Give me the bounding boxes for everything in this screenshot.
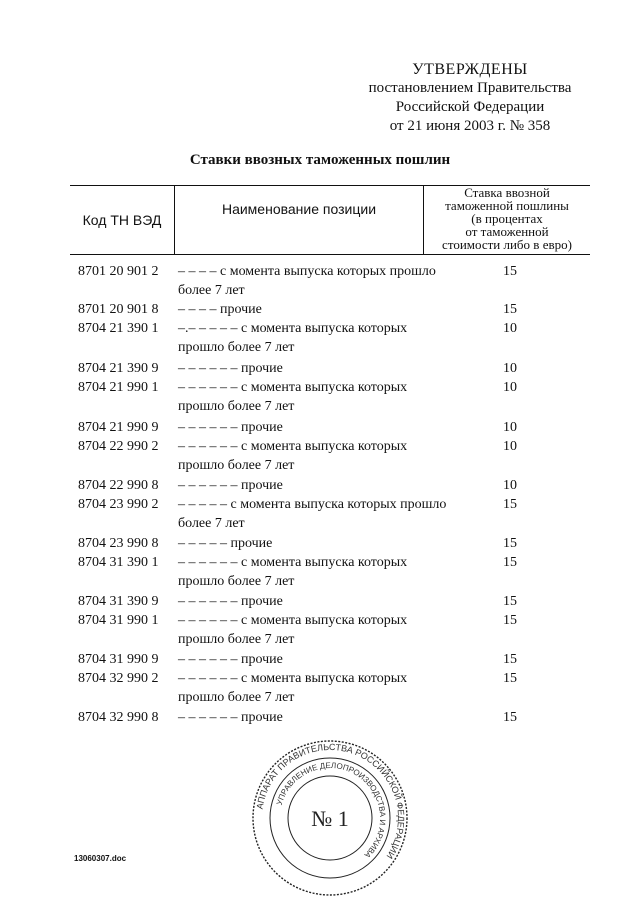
approval-heading: УТВЕРЖДЕНЫ [412, 61, 528, 78]
row-name: – – – – – – с момента выпуска которых прошло более 7 лет [178, 671, 408, 705]
header-rate-line: Ставка ввозной [464, 185, 550, 200]
table-row [0, 319, 640, 359]
row-code: 8704 31 990 9 [78, 652, 159, 667]
table-row [0, 300, 640, 319]
row-name: – – – – – – прочие [178, 652, 283, 667]
document-title: Ставки ввозных таможенных пошлин [189, 152, 451, 168]
row-rate: 10 [503, 420, 517, 435]
header-name [174, 186, 424, 254]
row-rate: 15 [503, 710, 517, 725]
row-rate: 10 [503, 439, 517, 454]
seal-inner-text: УПРАВЛЕНИЕ ДЕЛОПРОИЗВОДСТВА И АРХИВА [274, 760, 388, 860]
row-rate: 15 [503, 264, 517, 279]
row-name: – – – – с момента выпуска которых прошло более 7 лет [178, 264, 436, 298]
row-rate: 15 [503, 671, 517, 686]
table-row [0, 708, 640, 727]
official-seal [250, 738, 410, 898]
row-code: 8704 23 990 2 [78, 497, 159, 512]
row-name: – – – – – – с момента выпуска которых прошло более 7 лет [178, 555, 408, 589]
header-rate [424, 186, 590, 254]
table-row [0, 378, 640, 418]
row-rate: 10 [503, 380, 517, 395]
approval-line-2: Российской Федерации [395, 99, 545, 115]
table-row [0, 418, 640, 437]
header-name-label: Наименование позиции [221, 201, 377, 217]
row-code: 8701 20 901 2 [78, 264, 159, 279]
table-row [0, 650, 640, 669]
table-row [0, 534, 640, 553]
row-rate: 10 [503, 478, 517, 493]
table-row [0, 669, 640, 708]
table-row [0, 262, 640, 300]
row-code: 8704 31 990 1 [78, 613, 159, 628]
row-rate: 15 [503, 652, 517, 667]
approval-line-1: постановлением Правительства [368, 80, 572, 96]
row-code: 8704 21 390 1 [78, 321, 159, 336]
header-rate-line: таможенной пошлины [445, 198, 569, 213]
table-row [0, 553, 640, 592]
table-row [0, 359, 640, 378]
row-name: – – – – – – прочие [178, 361, 283, 376]
row-name: – – – – – – прочие [178, 710, 283, 725]
row-name: – – – – прочие [178, 302, 262, 317]
seal-outer-text: АППАРАТ ПРАВИТЕЛЬСТВА РОССИЙСКОЙ ФЕДЕРАЦИИ [254, 741, 407, 861]
row-code: 8704 32 990 8 [78, 710, 159, 725]
row-code: 8704 22 990 2 [78, 439, 159, 454]
table-row [0, 476, 640, 495]
row-code: 8704 31 390 9 [78, 594, 159, 609]
row-rate: 15 [503, 613, 517, 628]
seal-number: № 1 [311, 806, 349, 831]
row-name: – – – – – с момента выпуска которых прошло более 7 лет [178, 497, 447, 531]
row-code: 8701 20 901 8 [78, 302, 159, 317]
row-name: – – – – – – с момента выпуска которых прошло более 7 лет [178, 380, 408, 414]
row-name: – – – – – – прочие [178, 594, 283, 609]
row-name: – – – – – – прочие [178, 420, 283, 435]
row-rate: 15 [503, 536, 517, 551]
row-name: –.– – – – – с момента выпуска которых прошло более 7 лет [178, 321, 408, 355]
row-code: 8704 21 990 1 [78, 380, 159, 395]
header-rate-line: стоимости либо в евро) [442, 237, 572, 252]
table-row [0, 592, 640, 611]
row-name: – – – – – – прочие [178, 478, 283, 493]
table-row [0, 437, 640, 476]
row-code: 8704 31 390 1 [78, 555, 159, 570]
row-code: 8704 32 990 2 [78, 671, 159, 686]
row-rate: 10 [503, 361, 517, 376]
row-rate: 10 [503, 321, 517, 336]
row-code: 8704 23 990 8 [78, 536, 159, 551]
table-body [0, 262, 640, 727]
table-header [70, 185, 590, 255]
header-rate-line: от таможенной [465, 224, 549, 239]
approval-block [330, 60, 610, 136]
header-rate-line: (в процентах [471, 211, 543, 226]
row-code: 8704 22 990 8 [78, 478, 159, 493]
row-rate: 15 [503, 497, 517, 512]
row-rate: 15 [503, 594, 517, 609]
header-code: Код ТН ВЭД [82, 212, 162, 228]
table-row [0, 495, 640, 534]
row-code: 8704 21 390 9 [78, 361, 159, 376]
row-name: – – – – – – с момента выпуска которых прошло более 7 лет [178, 439, 408, 473]
footer-filename: 13060307.doc [74, 854, 127, 863]
row-name: – – – – – – с момента выпуска которых прошло более 7 лет [178, 613, 408, 647]
table-row [0, 611, 640, 650]
row-rate: 15 [503, 555, 517, 570]
row-code: 8704 21 990 9 [78, 420, 159, 435]
row-rate: 15 [503, 302, 517, 317]
approval-line-3: от 21 июня 2003 г. № 358 [389, 118, 551, 134]
row-name: – – – – – прочие [178, 536, 273, 551]
